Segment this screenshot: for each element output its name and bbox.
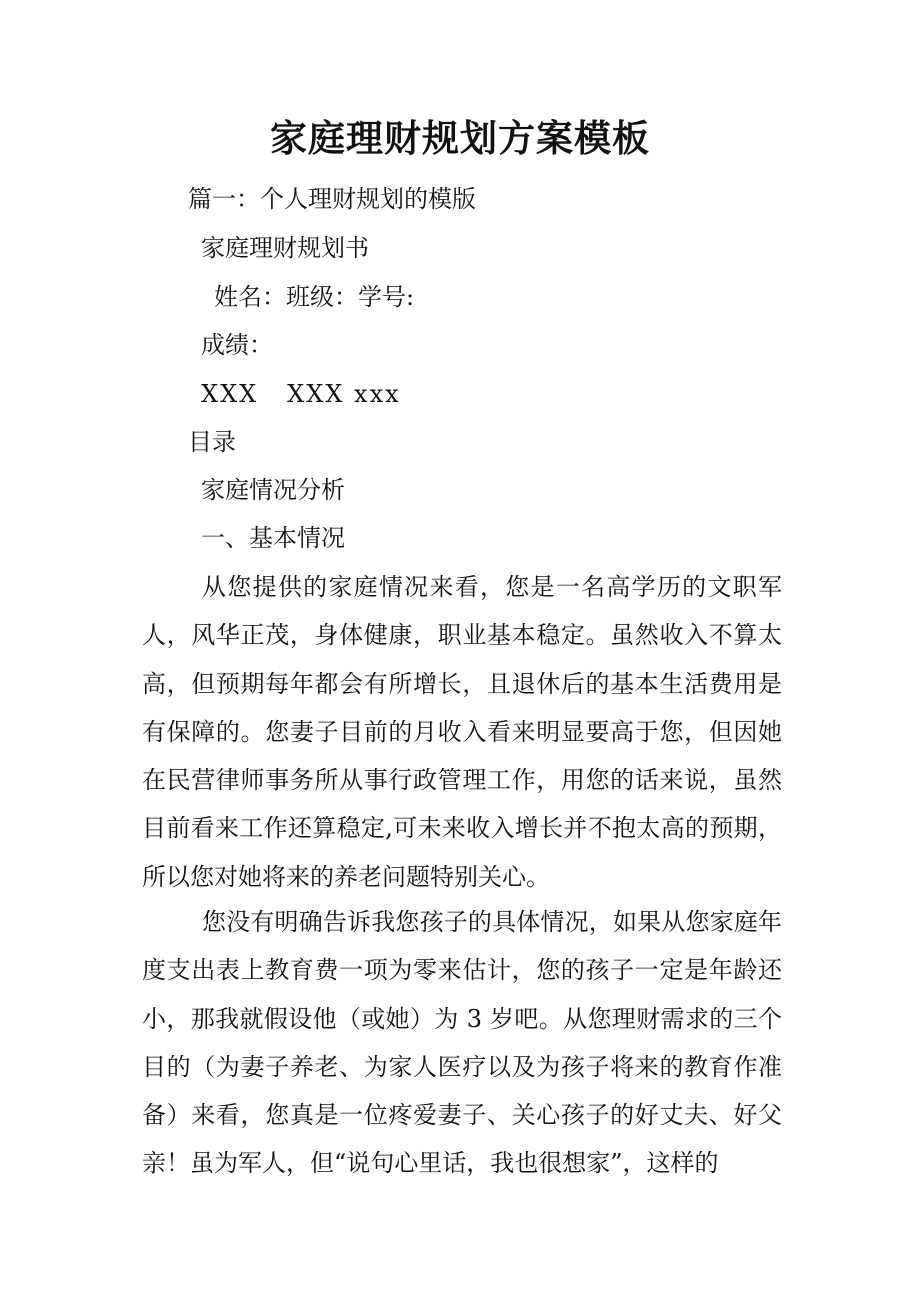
body-paragraph: 从您提供的家庭情况来看，您是一名高学历的文职军人，风华正茂，身体健康，职业基本稳定。虽然收入不算太高，但预期每年都会有所增长，且退休后的基本生活费用是有保障的。您妻子目前的月收入看来明显要高于您，但因她在民营律师事务所从事行政管理工作，用您的话来说，虽然目前看来工作还算稳定,可未来收入增长并不抱太高的预期，所以您对她将来的养老问题特别关心。 (142, 573, 782, 891)
grade-field-line: 成绩： (201, 331, 273, 359)
toc-heading: 目录 (188, 428, 236, 456)
name-fields-line: 姓名：班级：学号: (214, 283, 415, 311)
body-paragraph: 您没有明确告诉我您孩子的具体情况，如果从您家庭年度支出表上教育费一项为零来估计，您的孩子一定是年龄还小，那我就假设他（或她）为 3 岁吧。从您理财需求的三个目的（为妻子养老、为家人医疗以及为孩子将来的教育作准备）来看，您真是一位疼爱妻子、关心孩子的好丈夫、好父亲！虽为军人，但“说句心里话，我也很想家”，这样的 (142, 908, 782, 1178)
book-title-line: 家庭理财规划书 (201, 234, 369, 262)
document-title: 家庭理财规划方案模板 (270, 116, 650, 160)
placeholder-line: XXX XXX xxx (201, 380, 401, 408)
basic-situation-heading: 一、基本情况 (201, 524, 345, 552)
section-heading: 篇一：个人理财规划的模版 (188, 185, 476, 213)
family-analysis-heading: 家庭情况分析 (201, 476, 345, 504)
